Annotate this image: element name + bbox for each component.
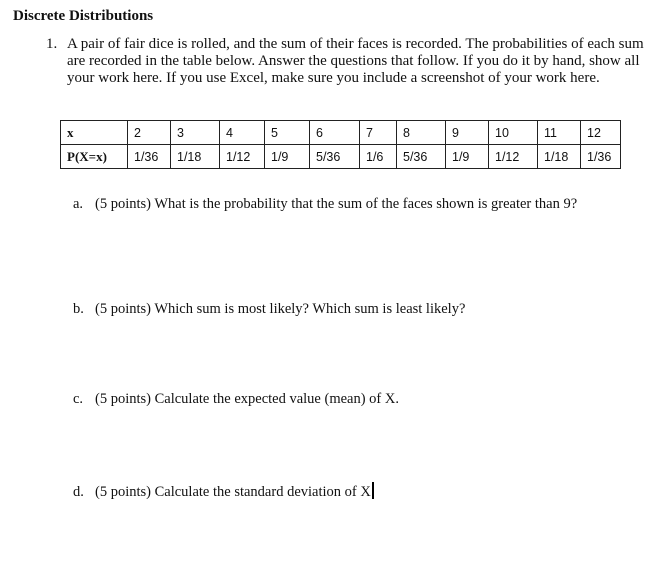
section-title: Discrete Distributions (13, 8, 154, 24)
x-header: x (61, 121, 128, 145)
probability-cell: 1/6 (360, 145, 397, 169)
x-value-cell: 11 (538, 121, 581, 145)
probability-cell: 1/18 (538, 145, 581, 169)
subquestion-a (73, 196, 577, 213)
subquestion-b (73, 301, 465, 318)
x-value-cell: 4 (220, 121, 265, 145)
x-row (61, 121, 621, 145)
x-value-cell: 5 (265, 121, 310, 145)
probability-cell: 1/9 (265, 145, 310, 169)
probability-cell: 1/36 (128, 145, 171, 169)
x-value-cell: 10 (489, 121, 538, 145)
subquestion-c (73, 391, 399, 408)
subquestion-text: (5 points) What is the probability that the sum of the faces shown is greater than 9? (95, 196, 578, 212)
probability-cell: 1/12 (220, 145, 265, 169)
probability-cell: 1/9 (446, 145, 489, 169)
subquestion-letter: a. (73, 196, 84, 212)
probability-cell: 1/36 (581, 145, 621, 169)
subquestion-letter: b. (73, 301, 84, 317)
x-value-cell: 12 (581, 121, 621, 145)
x-value-cell: 2 (128, 121, 171, 145)
probability-cell: 1/12 (489, 145, 538, 169)
question-text: A pair of fair dice is rolled, and the sum of their faces is recorded. The probabilities of each sum are recorded in the table below. Answer the questions that follow. If you do it by hand, show all your work here. If you use Excel, make sure you include a screenshot of your work here. (67, 36, 644, 86)
x-value-cell: 7 (360, 121, 397, 145)
probability-row (61, 145, 621, 169)
subquestion-d[interactable] (73, 482, 374, 501)
probability-cell: 1/18 (171, 145, 220, 169)
x-value-cell: 9 (446, 121, 489, 145)
probability-cell: 5/36 (397, 145, 446, 169)
x-value-cell: 8 (397, 121, 446, 145)
x-value-cell: 6 (310, 121, 360, 145)
subquestion-text: (5 points) Calculate the standard deviation of X (95, 484, 371, 500)
subquestion-letter: c. (73, 391, 84, 407)
probability-cell: 5/36 (310, 145, 360, 169)
x-value-cell: 3 (171, 121, 220, 145)
subquestion-letter: d. (73, 484, 84, 500)
text-cursor (372, 482, 374, 499)
probability-table (60, 120, 621, 169)
subquestion-text: (5 points) Calculate the expected value (mean) of X. (95, 391, 399, 407)
question-number: 1. (46, 36, 58, 52)
subquestion-text: (5 points) Which sum is most likely? Which sum is least likely? (95, 301, 466, 317)
probability-header: P(X=x) (61, 145, 128, 169)
